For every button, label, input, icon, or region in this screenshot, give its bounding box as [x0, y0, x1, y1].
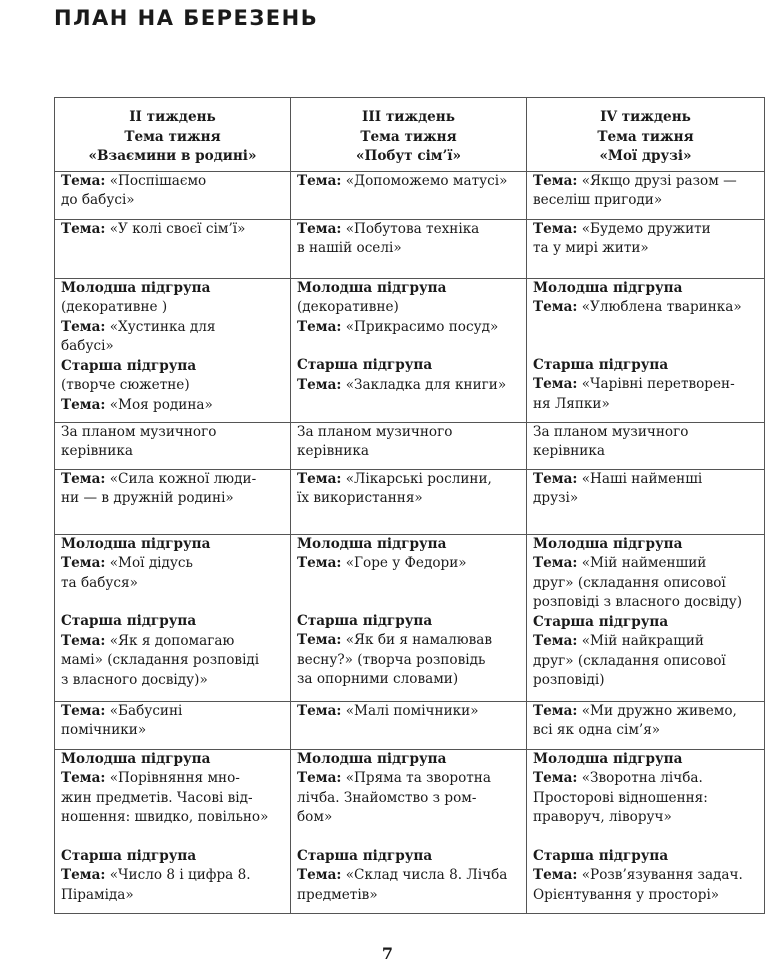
table-cell — [527, 422, 765, 469]
topic-label: Тема: — [533, 299, 578, 315]
senior-group-label: Старша підгрупа — [533, 847, 669, 864]
table-cell — [527, 469, 765, 534]
table-row — [55, 749, 765, 913]
topic-label: Тема: — [61, 220, 106, 237]
plan-table — [54, 97, 765, 914]
topic-label: Тема: — [533, 633, 578, 649]
cell-text: Тема: «Наші найменші друзі» — [533, 470, 703, 506]
topic-label: Тема: — [533, 702, 578, 719]
week-header-2 — [55, 98, 291, 172]
cell-text: Тема: «Ми дружно живемо, всі як одна сім’я» — [533, 702, 737, 738]
topic-label: Тема: — [297, 220, 342, 237]
cell-text: За планом музичного керівника — [297, 423, 453, 459]
table-cell — [291, 171, 527, 219]
table-cell — [527, 534, 765, 701]
theme-label: Тема тижня — [124, 128, 221, 145]
cell-text: Тема: «Якщо друзі разом — веселіш пригоди» — [533, 172, 737, 208]
topic-label: Тема: — [61, 172, 106, 189]
topic-label: Тема: — [533, 555, 578, 571]
junior-group-label: Молодша підгрупа — [61, 279, 211, 296]
cell-text: За планом музичного керівника — [61, 423, 217, 459]
cell-text: Тема: «У колі своєї сім’ї» — [61, 220, 246, 237]
table-cell — [55, 422, 291, 469]
topic-label: Тема: — [297, 867, 342, 883]
junior-topic: Тема: «Улюблена тваринка» — [533, 299, 742, 315]
spacer — [533, 337, 758, 356]
table-cell — [291, 534, 527, 701]
cell-text: Тема: «Побутова техніка в нашій оселі» — [297, 220, 480, 256]
senior-group-label: Старша підгрупа — [533, 613, 669, 630]
junior-topic: Тема: «Пряма та зворотна лічба. Знайомство з ром- бом» — [297, 770, 491, 825]
table-cell — [55, 749, 291, 913]
senior-topic: Тема: «Як би я намалював весну?» (творча розповідь за опорними словами) — [297, 632, 493, 687]
table-cell — [55, 219, 291, 278]
junior-group-label: Молодша підгрупа — [297, 750, 447, 767]
table-header-row — [55, 98, 765, 172]
table-cell — [291, 219, 527, 278]
cell-text: Тема: «Будемо дружити та у мирі жити» — [533, 220, 711, 256]
senior-group-label: Старша підгрупа — [533, 356, 669, 373]
topic-label: Тема: — [61, 318, 106, 335]
spacer — [297, 337, 520, 356]
table-cell — [527, 219, 765, 278]
junior-topic: Тема: «Хустинка для бабусі» — [61, 318, 216, 354]
topic-label: Тема: — [297, 172, 342, 189]
topic-label: Тема: — [61, 396, 106, 413]
topic-label: Тема: — [533, 770, 578, 786]
table-cell — [55, 278, 291, 422]
senior-topic: Тема: «Закладка для книги» — [297, 376, 507, 393]
senior-topic: Тема: «Число 8 і цифра 8. Піраміда» — [61, 867, 251, 903]
table-row — [55, 701, 765, 749]
table-cell — [55, 469, 291, 534]
topic-label: Тема: — [297, 702, 342, 719]
topic-label: Тема: — [61, 702, 106, 719]
spacer — [533, 828, 758, 847]
junior-topic: Тема: «Прикрасимо посуд» — [297, 318, 499, 335]
table-cell — [55, 701, 291, 749]
table-cell — [291, 701, 527, 749]
table-cell — [527, 749, 765, 913]
table-cell — [291, 278, 527, 422]
spacer — [297, 574, 520, 593]
topic-label: Тема: — [297, 632, 342, 648]
topic-label: Тема: — [533, 172, 578, 189]
topic-label: Тема: — [533, 220, 578, 237]
senior-group-label: Старша підгрупа — [297, 357, 433, 373]
senior-topic: Тема: «Розв’язування задач. Орієнтування у просторі» — [533, 867, 743, 903]
week-label: II тиждень — [129, 109, 216, 125]
table-row — [55, 219, 765, 278]
table-cell — [55, 534, 291, 701]
junior-topic: Тема: «Порівняння мно- жин предметів. Часові від- ношення: швидко, повільно» — [61, 770, 269, 825]
table-row — [55, 469, 765, 534]
senior-topic: Тема: «Чарівні перетворен- ня Ляпки» — [533, 376, 735, 412]
senior-group-label: Старша підгрупа — [297, 612, 433, 629]
table-cell — [527, 701, 765, 749]
week-header-4 — [527, 98, 765, 172]
theme-title: «Побут сім’ї» — [356, 148, 461, 164]
theme-title: «Взаємини в родині» — [88, 148, 257, 164]
theme-label: Тема тижня — [360, 128, 457, 145]
cell-text: Тема: «Лікарські рослини, їх використання» — [297, 470, 492, 506]
topic-label: Тема: — [297, 770, 342, 786]
senior-topic: Тема: «Мій найкращий друг» (складання описової розповіді) — [533, 633, 726, 688]
junior-topic: Тема: «Горе у Федори» — [297, 555, 467, 571]
topic-label: Тема: — [61, 632, 106, 649]
spacer — [297, 593, 520, 612]
senior-topic: Тема: «Як я допомагаю мамі» (складання розповіді з власного досвіду)» — [61, 632, 260, 688]
junior-topic: Тема: «Мої дідусь та бабуся» — [61, 555, 193, 591]
cell-text: Тема: «Поспішаємо до бабусі» — [61, 172, 207, 208]
table-cell — [291, 469, 527, 534]
page-number: 7 — [381, 944, 394, 963]
table-cell — [291, 422, 527, 469]
topic-label: Тема: — [297, 376, 342, 393]
topic-label: Тема: — [533, 867, 578, 883]
junior-topic: Тема: «Зворотна лічба. Просторові відношення: праворуч, ліворуч» — [533, 770, 708, 825]
topic-label: Тема: — [61, 470, 106, 487]
topic-label: Тема: — [297, 318, 342, 335]
topic-label: Тема: — [533, 376, 578, 392]
cell-text: Тема: «Сила кожної люди- ни — в дружній родині» — [61, 470, 257, 506]
senior-topic: Тема: «Склад числа 8. Лічба предметів» — [297, 867, 508, 903]
cell-text: Тема: «Малі помічники» — [297, 702, 479, 719]
senior-group-label: Старша підгрупа — [61, 357, 197, 374]
junior-subtitle: (декоративне) — [297, 299, 399, 315]
topic-label: Тема: — [533, 470, 578, 487]
junior-group-label: Молодша підгрупа — [533, 750, 683, 767]
table-row — [55, 534, 765, 701]
junior-group-label: Молодша підгрупа — [533, 535, 683, 552]
senior-topic: Тема: «Моя родина» — [61, 396, 213, 413]
cell-text: Тема: «Бабусині помічники» — [61, 702, 183, 738]
spacer — [533, 318, 758, 337]
theme-title: «Мої друзі» — [599, 148, 692, 164]
senior-subtitle: (творче сюжетне) — [61, 377, 190, 393]
table-row — [55, 422, 765, 469]
junior-group-label: Молодша підгрупа — [533, 279, 683, 296]
senior-group-label: Старша підгрупа — [61, 847, 197, 864]
cell-text: Тема: «Допоможемо матусі» — [297, 172, 508, 189]
junior-group-label: Молодша підгрупа — [61, 535, 211, 552]
table-cell — [527, 171, 765, 219]
week-header-3 — [291, 98, 527, 172]
table-cell — [291, 749, 527, 913]
cell-text: За планом музичного керівника — [533, 423, 689, 459]
junior-group-label: Молодша підгрупа — [61, 750, 211, 767]
senior-group-label: Старша підгрупа — [61, 613, 197, 629]
topic-label: Тема: — [297, 555, 342, 571]
junior-subtitle: (декоративне ) — [61, 299, 168, 315]
spacer — [297, 828, 520, 847]
week-label: III тиждень — [362, 109, 455, 125]
junior-group-label: Молодша підгрупа — [297, 279, 447, 296]
topic-label: Тема: — [61, 555, 106, 571]
page-title: ПЛАН НА БЕРЕЗЕНЬ — [54, 6, 319, 30]
topic-label: Тема: — [297, 470, 342, 487]
table-row — [55, 278, 765, 422]
theme-label: Тема тижня — [597, 128, 694, 145]
spacer — [61, 828, 284, 847]
junior-topic: Тема: «Мій найменший друг» (складання описової розповіді з власного досвіду) — [533, 555, 743, 610]
spacer — [61, 593, 284, 612]
junior-group-label: Молодша підгрупа — [297, 535, 447, 552]
table-cell — [55, 171, 291, 219]
week-label: IV тиждень — [600, 109, 691, 125]
senior-group-label: Старша підгрупа — [297, 847, 433, 864]
table-row — [55, 171, 765, 219]
topic-label: Тема: — [61, 770, 106, 786]
topic-label: Тема: — [61, 867, 106, 883]
table-cell — [527, 278, 765, 422]
